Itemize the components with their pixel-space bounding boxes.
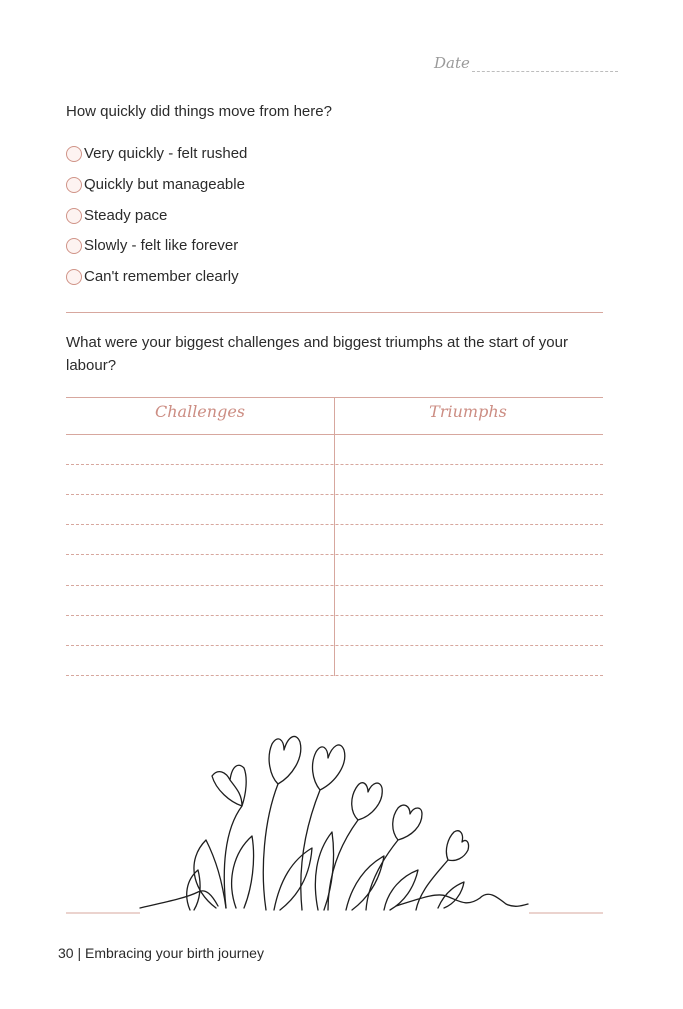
option-label: Slowly - felt like forever [84, 237, 239, 254]
writing-line[interactable] [66, 494, 603, 495]
column-header-challenges: Challenges [154, 402, 245, 421]
question-speed: How quickly did things move from here? [66, 103, 332, 120]
radio-circle-icon[interactable] [66, 238, 82, 254]
option-label: Quickly but manageable [84, 176, 245, 193]
writing-line[interactable] [66, 615, 603, 616]
writing-line[interactable] [66, 524, 603, 525]
option-label: Can't remember clearly [84, 268, 239, 285]
option-label: Very quickly - felt rushed [84, 145, 248, 162]
option-quickly-manageable[interactable] [66, 176, 245, 193]
writing-line[interactable] [66, 464, 603, 465]
option-steady-pace[interactable] [66, 207, 167, 224]
option-cant-remember[interactable] [66, 268, 239, 285]
radio-circle-icon[interactable] [66, 177, 82, 193]
writing-line[interactable] [66, 675, 603, 676]
writing-line[interactable] [66, 585, 603, 586]
option-label: Steady pace [84, 207, 168, 224]
date-field[interactable] [434, 54, 618, 72]
challenges-triumphs-table [66, 397, 603, 677]
question-challenges-triumphs: What were your biggest challenges and biggest triumphs at the start of your labour? [66, 334, 568, 374]
column-header-triumphs: Triumphs [429, 402, 507, 421]
radio-circle-icon[interactable] [66, 269, 82, 285]
option-slowly[interactable] [66, 237, 238, 254]
radio-circle-icon[interactable] [66, 208, 82, 224]
radio-circle-icon[interactable] [66, 146, 82, 162]
page-footer: 30 | Embracing your birth journey [58, 945, 264, 961]
option-very-quickly[interactable] [66, 145, 247, 162]
section-divider [66, 312, 603, 313]
table-column-divider [334, 397, 335, 676]
date-input-line[interactable] [472, 57, 618, 72]
date-label: Date [434, 54, 470, 72]
tulip-line-art-icon [66, 720, 603, 920]
writing-line[interactable] [66, 645, 603, 646]
writing-line[interactable] [66, 554, 603, 555]
